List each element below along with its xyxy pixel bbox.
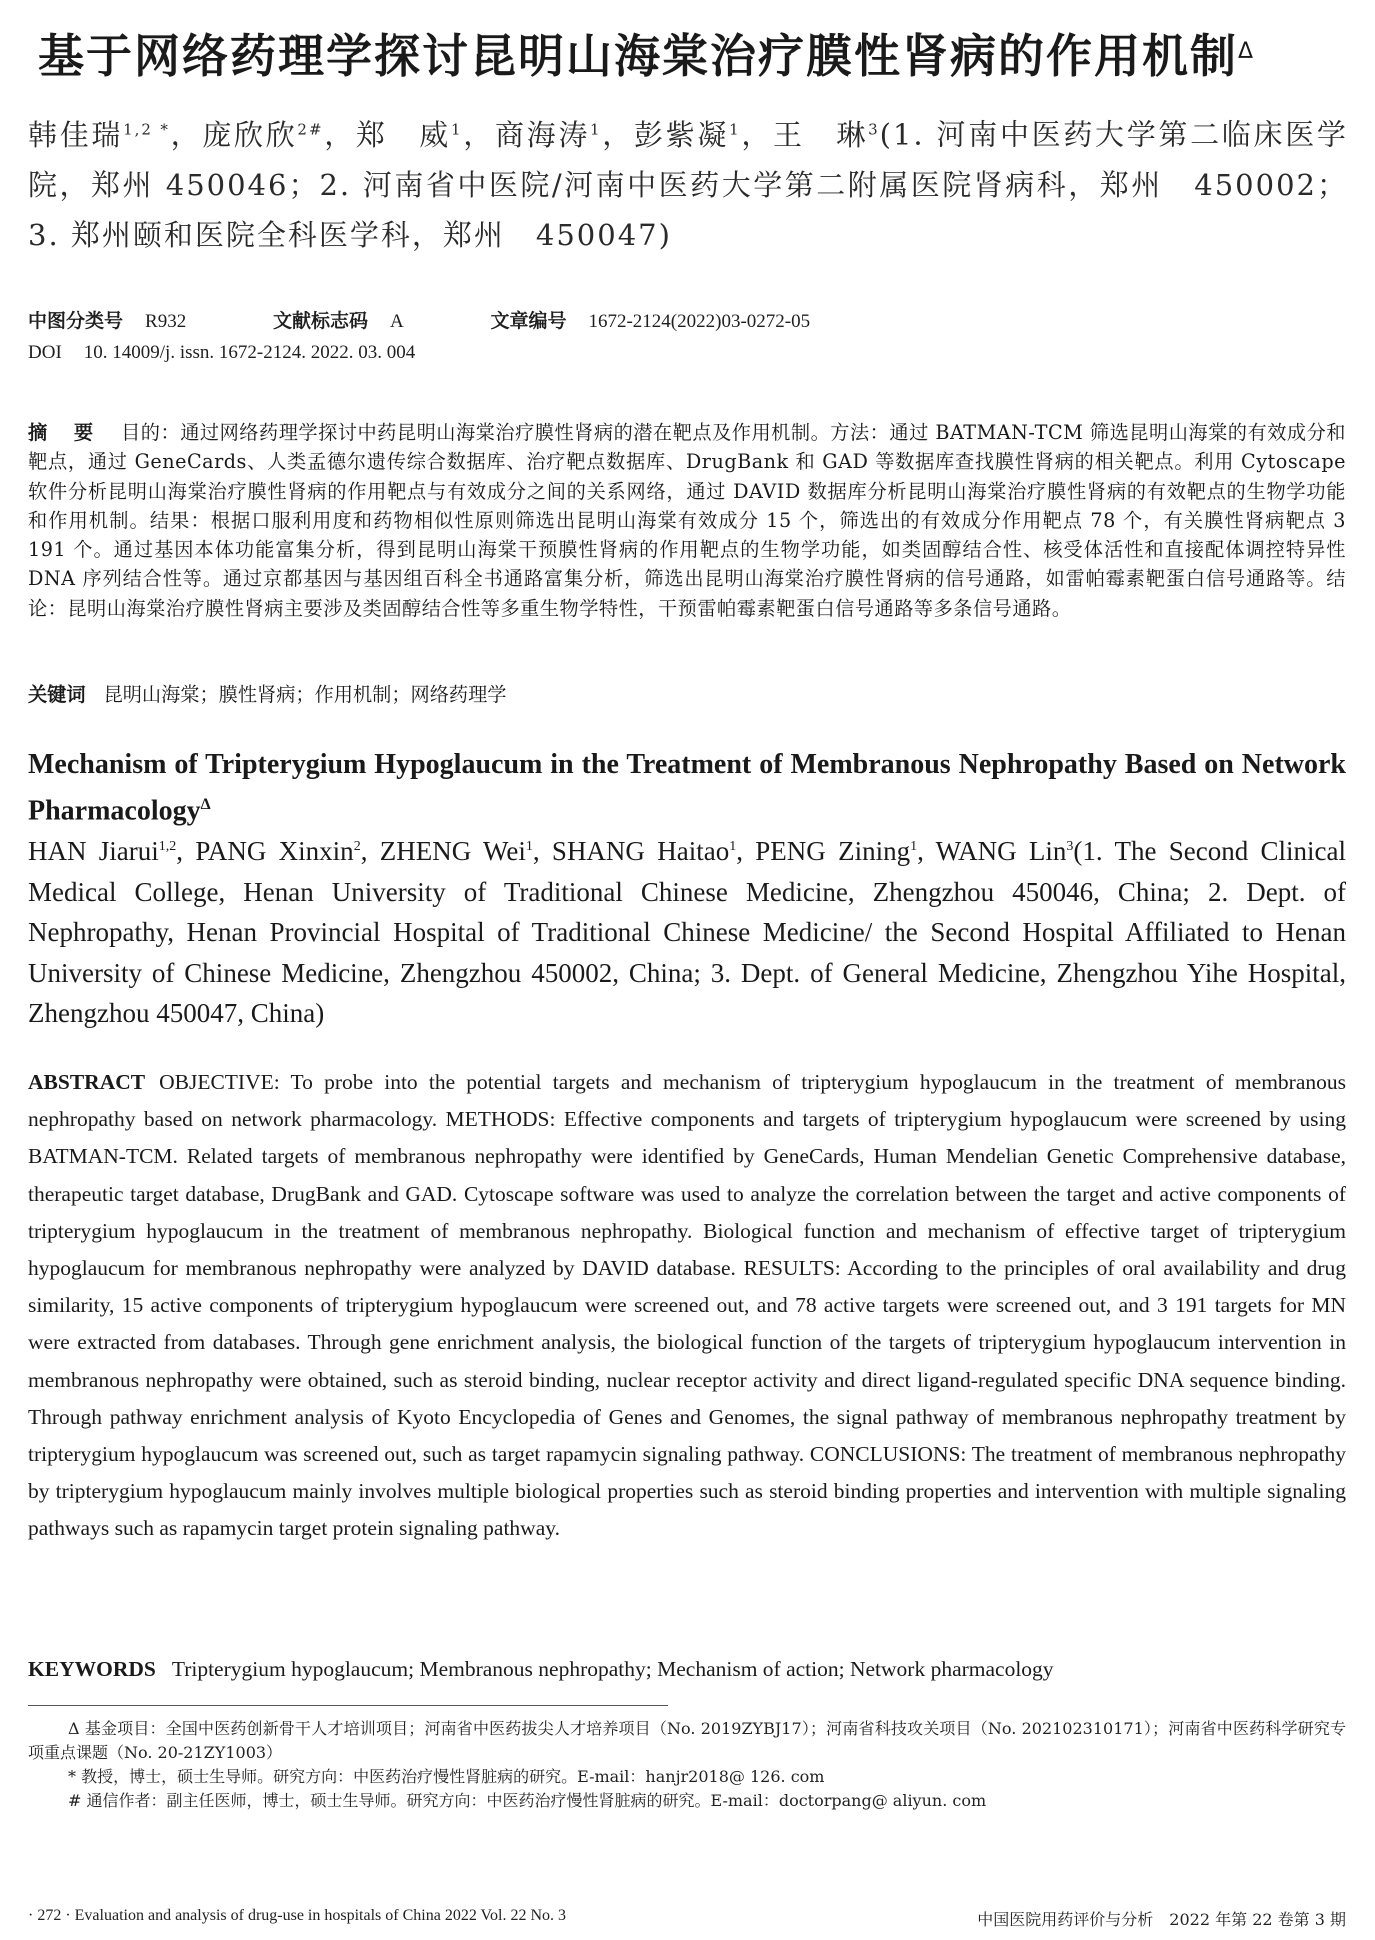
author-affil: 1 <box>590 120 602 138</box>
author-name: PENG Zining <box>755 836 911 866</box>
author-name: PANG Xinxin <box>195 836 354 866</box>
english-title <box>28 745 1346 831</box>
english-title-text: Mechanism of Tripterygium Hypoglaucum in the Treatment of Membranous Nephropathy Based on Network Pharmacology <box>28 749 1346 827</box>
clc-label: 中图分类号 <box>28 310 124 332</box>
author-name: 庞欣欣 <box>202 117 298 152</box>
author <box>28 118 170 152</box>
author-affil: 1,2 <box>158 839 177 854</box>
author <box>380 836 533 866</box>
author <box>195 836 360 866</box>
clc-value: R932 <box>145 311 187 332</box>
chinese-abstract-text: 目的：通过网络药理学探讨中药昆明山海棠治疗膜性肾病的潜在靶点及作用机制。方法：通过 BATMAN-TCM 筛选昆明山海棠的有效成分和靶点，通过 GeneCards、人类孟德尔遗传综合数据库、治疗靶点数据库、DrugBank 和 GAD 等数据库查找膜性肾病的相关靶点。利用 Cytoscape 软件分析昆明山海棠治疗膜性肾病的作用靶点与有效成分之间的关系网络，通过 DAVID 数据库分析昆明山海棠治疗膜性肾病的有效靶点的生物学功能和作用机制。结果：根据口服利用度和药物相似性原则筛选出昆明山海棠有效成分 15 个，筛选出的有效成分作用靶点 78 个，有关膜性肾病靶点 3 191 个。通过基因本体功能富集分析，得到昆明山海棠干预膜性肾病的作用靶点的生物学功能，如类固醇结合性、核受体活性和直接配体调控特异性 DNA 序列结合性等。通过京都基因与基因组百科全书通路富集分析，筛选出昆明山海棠治疗膜性肾病的信号通路，如雷帕霉素靶蛋白信号通路等。结论：昆明山海棠治疗膜性肾病主要涉及类固醇结合性等多重生物学特性，干预雷帕霉素靶蛋白信号通路等多条信号通路。 <box>28 421 1347 620</box>
author-affil: 1 <box>729 120 741 138</box>
chinese-affiliations: (1. 河南中医药大学第二临床医学院，郑州 450046；2. 河南省中医院/河南中医药大学第二附属医院肾病科，郑州 450002；3. 郑州颐和医院全科医学科，郑州 450047) <box>28 117 1348 252</box>
author-affil: 1 <box>525 839 533 854</box>
first-author-footnote: * 教授，博士，硕士生导师。研究方向：中医药治疗慢性肾脏病的研究。E-mail：hanjr2018@ 126. com <box>68 1767 825 1786</box>
author <box>773 118 880 152</box>
chinese-abstract <box>28 418 1346 623</box>
author-affil: 3 <box>1066 839 1074 854</box>
author-name: 商海涛 <box>494 117 591 152</box>
chinese-authors-block: 韩佳瑞$^{1,2 *}$，庞欣欣$^{2\#}$，郑 威$^1$，商海涛$^1$，彭紫凝$^1$，王 琳$^3$(1. 河南中医药大学第二临床医学院，郑州 450046；2. 河南省中医院/河南中医药大学第二附属医院肾病科，郑州 450002；3. 郑州颐和医院全科医学科，郑州 450047) <box>28 117 1348 252</box>
doi-label: DOI <box>28 342 62 363</box>
english-abstract <box>28 1064 1346 1548</box>
footer-journal-cn: 中国医院用药评价与分析 2022 年第 22 卷第 3 期 <box>977 1910 1346 1929</box>
classification-line <box>28 306 810 333</box>
article-no-label: 文章编号 <box>490 310 567 332</box>
footnotes <box>28 1717 1346 1813</box>
author <box>552 836 736 866</box>
chinese-title <box>38 28 1358 84</box>
author <box>755 836 917 866</box>
author <box>936 836 1074 866</box>
doi-value[interactable]: 10. 14009/j. issn. 1672-2124. 2022. 03. 004 <box>83 342 416 363</box>
english-keywords <box>28 1657 1346 1682</box>
author-name: 彭紫凝 <box>633 117 730 152</box>
author <box>495 118 602 152</box>
author <box>634 118 741 152</box>
funding-mark: Δ <box>1238 39 1256 64</box>
english-keywords-label: KEYWORDS <box>28 1657 156 1681</box>
author-affil: 1,2 * <box>123 120 170 138</box>
author-name: 郑 威 <box>355 117 452 152</box>
author-affil: 1 <box>451 120 463 138</box>
chinese-keywords-text: 昆明山海棠；膜性肾病；作用机制；网络药理学 <box>103 683 507 706</box>
author <box>202 118 323 152</box>
author-affil: 1 <box>910 839 918 854</box>
author-name: 王 琳 <box>773 117 869 152</box>
english-authors-block: HAN Jiarui$^{1,2}$, PANG Xinxin$^2$, ZHENG Wei$^1$, SHANG Haitao$^1$, PENG Zining$^1$, WANG Lin$^3$(1. The Second Clinical Medical College, Henan University of Traditional Chinese Medicine, Zhengzhou 450046, China; 2. Dept. of Nephropathy, Henan Provincial Hospital of Traditional Chinese Medicine/ the Second Hospital Affiliated to Henan University of Chinese Medicine, Zhengzhou 450002, China; 3. Dept. of General Medicine, Zhengzhou Yihe Hospital, Zhengzhou 450047, China) <box>28 836 1347 1028</box>
chinese-abstract-label: 摘 要 <box>28 421 104 444</box>
english-affiliations: (1. The Second Clinical Medical College, Henan University of Traditional Chinese Medicine, Zhengzhou 450046, China; 2. Dept. of Nephropathy, Henan Provincial Hospital of Traditional Chinese Medicine/ the Second Hospital Affiliated to Henan University of Chinese Medicine, Zhengzhou 450002, China; 3. Dept. of General Medicine, Zhengzhou Yihe Hospital, Zhengzhou 450047, China) <box>28 836 1347 1028</box>
doc-code-value: A <box>389 311 404 332</box>
funding-mark: Δ <box>200 796 211 813</box>
author-affil: 2# <box>297 120 324 138</box>
author-name: HAN Jiarui <box>28 836 159 866</box>
author-name: WANG Lin <box>935 836 1067 866</box>
footnote-divider <box>28 1705 668 1706</box>
article-no-value: 1672-2124(2022)03-0272-05 <box>588 311 811 332</box>
english-keywords-text: Tripterygium hypoglaucum; Membranous nephropathy; Mechanism of action; Network pharmacology <box>171 1657 1054 1681</box>
doc-code-label: 文献标志码 <box>272 310 368 332</box>
chinese-title-text: 基于网络药理学探讨昆明山海棠治疗膜性肾病的作用机制 <box>38 29 1238 83</box>
chinese-keywords <box>28 680 507 707</box>
author-name: ZHENG Wei <box>379 836 526 866</box>
author-name: 韩佳瑞 <box>28 117 124 152</box>
author-name: SHANG Haitao <box>551 836 730 866</box>
english-abstract-label: ABSTRACT <box>28 1070 146 1094</box>
doi-line <box>28 342 415 364</box>
funding-footnote: Δ 基金项目：全国中医药创新骨干人才培训项目；河南省中医药拔尖人才培养项目（No. 2019ZYBJ17）；河南省科技攻关项目（No. 202102310171）；河南省中医药科学研究专项重点课题（No. 20-21ZY1003） <box>28 1719 1346 1762</box>
author <box>28 836 176 866</box>
footer-journal-en: · 272 · Evaluation and analysis of drug-use in hospitals of China 2022 Vol. 22 No. 3 <box>28 1907 567 1924</box>
author-affil: 1 <box>729 839 737 854</box>
corresponding-author-footnote: # 通信作者：副主任医师，博士，硕士生导师。研究方向：中医药治疗慢性肾脏病的研究。E-mail：doctorpang@ aliyun. com <box>68 1791 987 1810</box>
author-affil: 3 <box>868 120 880 138</box>
english-abstract-text: OBJECTIVE: To probe into the potential targets and mechanism of tripterygium hypoglaucum in the treatment of membranous nephropathy based on network pharmacology. METHODS: Effective components and targets of tripterygium hypoglaucum were screened by using BATMAN-TCM. Related targets of membranous nephropathy were identified by GeneCards, Human Mendelian Genetic Comprehensive database, therapeutic target database, DrugBank and GAD. Cytoscape software was used to analyze the correlation between the target and active components of tripterygium hypoglaucum in the treatment of membranous nephropathy. Biological function and mechanism of effective target of tripterygium hypoglaucum for membranous nephropathy were analyzed by DAVID database. RESULTS: According to the principles of oral availability and drug similarity, 15 active components of tripterygium hypoglaucum were screened out, and 78 active targets were screened out, and 3 191 targets for MN were extracted from databases. Through gene enrichment analysis, the biological function of the targets of tripterygium hypoglaucum intervention in membranous nephropathy were obtained, such as steroid binding, nuclear receptor activity and direct ligand-regulated specific DNA sequence binding. Through pathway enrichment analysis of Kyoto Encyclopedia of Genes and Genomes, the signal pathway of membranous nephropathy treatment by tripterygium hypoglaucum was screened out, such as target rapamycin signaling pathway. CONCLUSIONS: The treatment of membranous nephropathy by tripterygium hypoglaucum mainly involves multiple biological properties such as steroid binding properties and intervention with multiple signaling pathways such as rapamycin target protein signaling pathway. <box>28 1070 1346 1541</box>
author-affil: 2 <box>353 839 361 854</box>
author <box>356 118 463 152</box>
chinese-keywords-label: 关键词 <box>28 683 86 706</box>
